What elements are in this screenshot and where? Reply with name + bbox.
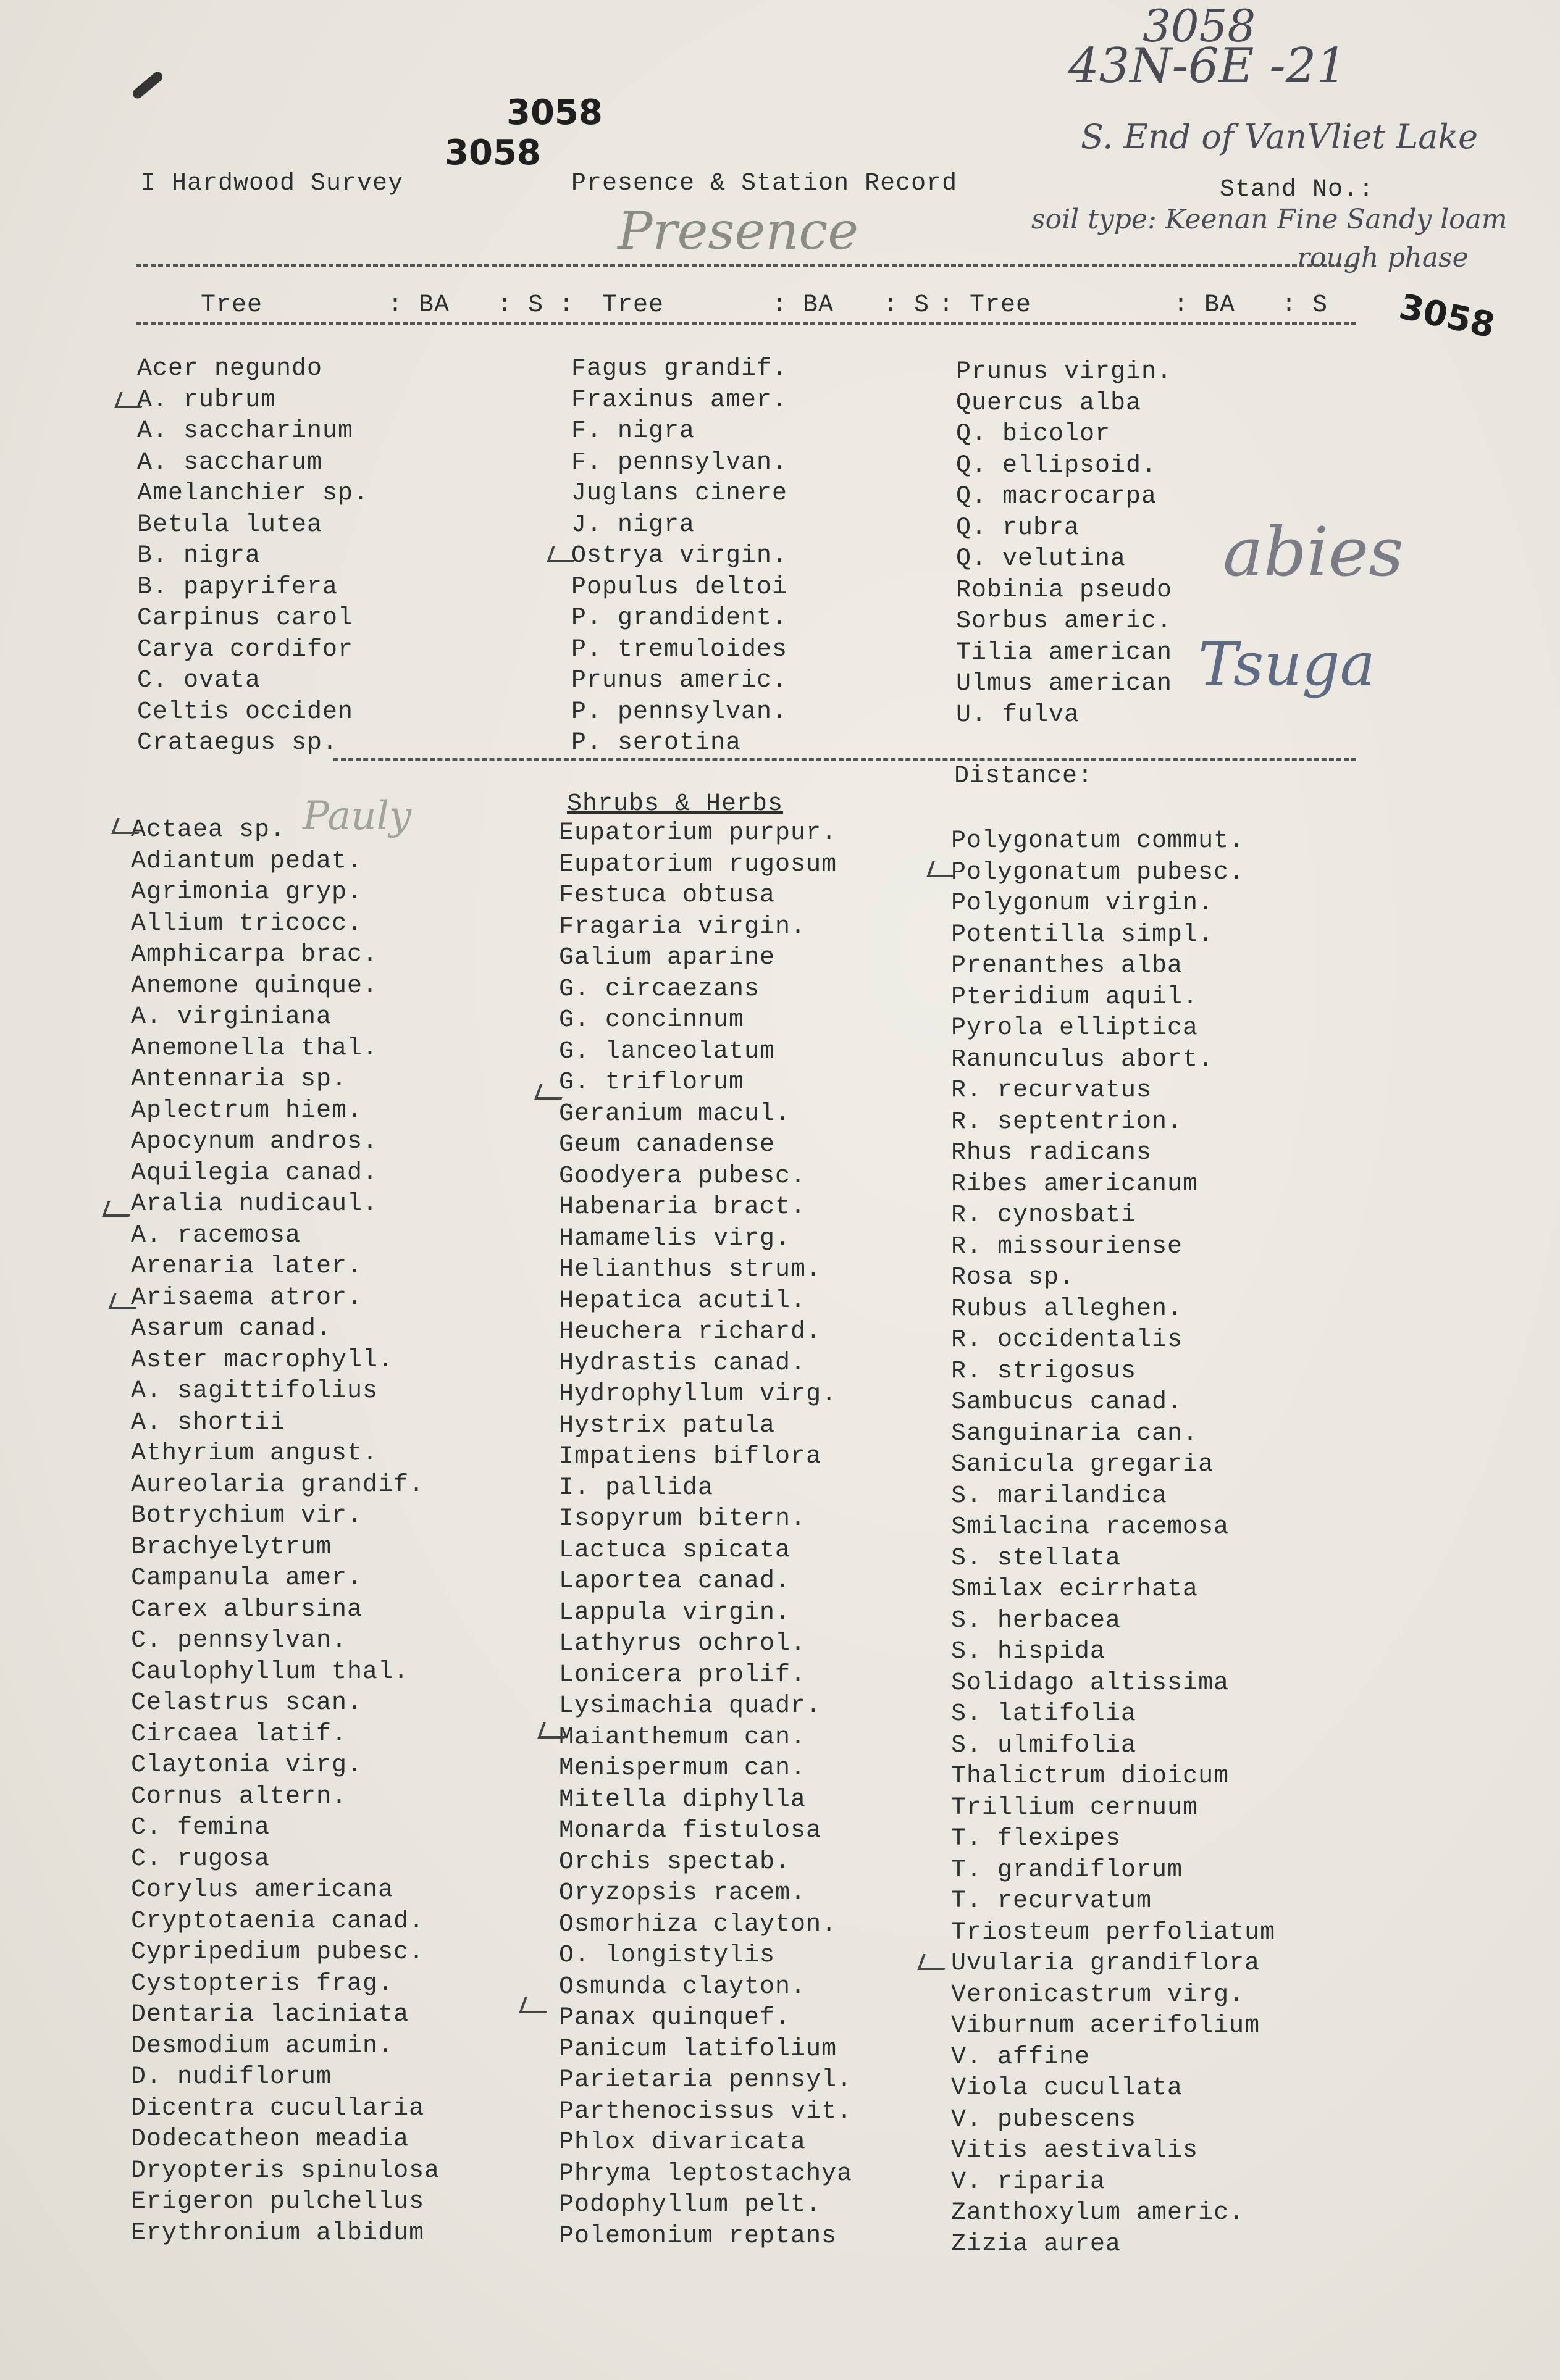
survey-title: I Hardwood Survey xyxy=(141,170,404,198)
species-entry: S. ulmifolia xyxy=(951,1731,1137,1760)
species-entry: Panicum latifolium xyxy=(559,2035,837,2063)
divider xyxy=(136,322,1356,325)
species-entry: P. pennsylvan. xyxy=(571,698,788,726)
species-entry: Rosa sp. xyxy=(951,1264,1075,1292)
col-header: : S xyxy=(883,291,930,319)
species-entry: S. herbacea xyxy=(951,1606,1122,1635)
species-entry: Menispermum can. xyxy=(559,1755,807,1782)
col-header: Tree xyxy=(201,291,263,319)
species-entry: Athyrium angust. xyxy=(131,1440,379,1468)
species-entry: Eupatorium purpur. xyxy=(559,819,837,847)
species-entry: R. strigosus xyxy=(951,1357,1137,1385)
species-entry: Prunus americ. xyxy=(571,667,788,695)
col-header: : BA xyxy=(1173,291,1236,319)
col-header: : S : xyxy=(497,291,575,319)
species-entry: B. nigra xyxy=(137,542,261,570)
species-entry: A. racemosa xyxy=(131,1221,301,1250)
species-entry: Panax quinquef. xyxy=(559,2004,791,2032)
species-entry: G. lanceolatum xyxy=(559,1037,776,1066)
species-entry: Thalictrum dioicum xyxy=(951,1763,1230,1790)
species-entry: Osmunda clayton. xyxy=(559,1973,807,2001)
species-entry: Dryopteris spinulosa xyxy=(131,2157,440,2185)
species-entry: Aster macrophyll. xyxy=(131,1346,394,1374)
species-entry: V. affine xyxy=(951,2043,1091,2071)
species-entry: Antennaria sp. xyxy=(131,1066,348,1093)
species-entry: Zizia aurea xyxy=(951,2230,1122,2258)
species-entry: Eupatorium rugosum xyxy=(559,850,837,879)
species-entry: Prenanthes alba xyxy=(951,952,1183,980)
species-entry: Ulmus american xyxy=(956,670,1173,698)
species-entry: Carpinus carol xyxy=(137,604,354,632)
species-entry: S. marilandica xyxy=(951,1482,1168,1510)
species-entry: T. grandiflorum xyxy=(951,1856,1183,1884)
species-entry: Dentaria laciniata xyxy=(131,2001,409,2029)
species-entry: Populus deltoi xyxy=(571,573,788,601)
species-entry: Crataegus sp. xyxy=(137,729,338,757)
species-entry: Asarum canad. xyxy=(131,1315,332,1343)
species-entry: Polemonium reptans xyxy=(559,2222,837,2250)
species-entry: Q. rubra xyxy=(956,514,1080,542)
handwritten-tsuga: Tsuga xyxy=(1198,630,1375,699)
species-entry: Hystrix patula xyxy=(559,1411,776,1440)
species-entry: Pyrola elliptica xyxy=(951,1014,1199,1042)
species-entry: Actaea sp. xyxy=(131,816,286,844)
species-entry: Zanthoxylum americ. xyxy=(951,2199,1245,2227)
species-entry: Sambucus canad. xyxy=(951,1388,1183,1416)
species-entry: Impatiens biflora xyxy=(559,1443,822,1471)
species-entry: Osmorhiza clayton. xyxy=(559,1910,837,1939)
species-entry: Cornus altern. xyxy=(131,1782,348,1811)
species-entry: P. grandident. xyxy=(571,604,788,632)
species-entry: U. fulva xyxy=(956,701,1080,729)
species-entry: D. nudiflorum xyxy=(131,2063,332,2091)
species-entry: C. pennsylvan. xyxy=(131,1627,348,1655)
species-entry: Solidago altissima xyxy=(951,1669,1230,1697)
species-entry: Aureolaria grandif. xyxy=(131,1471,425,1499)
stamp-number: 3058 xyxy=(445,133,541,173)
handwritten-location-code: 43N-6E -21 xyxy=(1068,38,1347,94)
species-entry: Lysimachia quadr. xyxy=(559,1692,822,1720)
species-entry: Sorbus americ. xyxy=(956,608,1173,635)
species-entry: Anemone quinque. xyxy=(131,972,379,1000)
species-entry: Galium aparine xyxy=(559,944,776,972)
species-entry: R. cynosbati xyxy=(951,1201,1137,1229)
species-entry: Celtis occiden xyxy=(137,698,354,726)
species-entry: G. triflorum xyxy=(559,1069,745,1096)
col-header: Tree xyxy=(602,291,665,319)
stand-number-label: Stand No.: xyxy=(1220,176,1375,204)
species-entry: Geranium macul. xyxy=(559,1100,791,1128)
species-entry: Anemonella thal. xyxy=(131,1034,379,1063)
stamp-number: 3058 xyxy=(506,93,603,133)
tree-column-2 xyxy=(571,354,787,759)
species-entry: S. stellata xyxy=(951,1544,1122,1572)
divider xyxy=(333,758,1356,761)
species-entry: Fagus grandif. xyxy=(571,355,788,383)
species-entry: Adiantum pedat. xyxy=(131,847,363,875)
distance-label: Distance: xyxy=(954,762,1094,790)
species-entry: Dodecatheon meadia xyxy=(131,2126,409,2153)
species-entry: Hamamelis virg. xyxy=(559,1224,791,1253)
handwritten-pauly: Pauly xyxy=(303,793,412,839)
species-entry: Apocynum andros. xyxy=(131,1128,379,1156)
species-entry: Orchis spectab. xyxy=(559,1848,791,1876)
species-entry: Monarda fistulosa xyxy=(559,1817,822,1845)
species-entry: Helianthus strum. xyxy=(559,1256,822,1284)
col-header: : S xyxy=(1281,291,1328,319)
species-entry: Maianthemum can. xyxy=(559,1723,807,1752)
species-entry: A. shortii xyxy=(131,1408,286,1437)
species-entry: R. missouriense xyxy=(951,1232,1183,1261)
species-entry: Mitella diphylla xyxy=(559,1785,807,1814)
species-entry: Q. bicolor xyxy=(956,420,1111,448)
divider xyxy=(136,264,1356,267)
species-entry: Agrimonia gryp. xyxy=(131,879,363,906)
herb-column-3 xyxy=(951,826,1275,2260)
species-entry: Lappula virgin. xyxy=(559,1598,791,1627)
species-entry: Sanicula gregaria xyxy=(951,1451,1214,1479)
col-header: : BA xyxy=(772,291,834,319)
handwritten-site: S. End of VanVliet Lake xyxy=(1081,117,1478,156)
species-entry: Q. ellipsoid. xyxy=(956,451,1157,480)
species-entry: B. papyrifera xyxy=(137,573,338,601)
species-entry: Botrychium vir. xyxy=(131,1502,363,1530)
species-entry: Dicentra cucullaria xyxy=(131,2094,425,2123)
species-entry: Campanula amer. xyxy=(131,1564,363,1592)
species-entry: Betula lutea xyxy=(137,511,323,539)
species-entry: Viburnum acerifolium xyxy=(951,2012,1260,2040)
species-entry: Cystopteris frag. xyxy=(131,1969,394,1998)
species-entry: Ribes americanum xyxy=(951,1170,1199,1198)
species-entry: Acer negundo xyxy=(137,355,323,383)
species-entry: Isopyrum bitern. xyxy=(559,1505,807,1533)
species-entry: Festuca obtusa xyxy=(559,882,776,909)
handwritten-stand-number: 3058 xyxy=(1143,0,1256,52)
species-entry: Polygonatum pubesc. xyxy=(951,858,1245,887)
species-entry: S. latifolia xyxy=(951,1700,1137,1728)
species-entry: Sanguinaria can. xyxy=(951,1419,1199,1448)
species-entry: R. occidentalis xyxy=(951,1326,1183,1354)
species-entry: Trillium cernuum xyxy=(951,1793,1199,1822)
species-entry: J. nigra xyxy=(571,511,695,539)
col-header: : Tree xyxy=(939,291,1032,319)
species-entry: A. saccharinum xyxy=(137,417,354,445)
species-entry: Arisaema atror. xyxy=(131,1284,363,1312)
species-entry: Vitis aestivalis xyxy=(951,2137,1199,2165)
species-entry: P. serotina xyxy=(571,729,742,757)
species-entry: O. longistylis xyxy=(559,1942,776,1969)
species-entry: Potentilla simpl. xyxy=(951,921,1214,949)
species-entry: Viola cucullata xyxy=(951,2074,1183,2102)
species-entry: I. pallida xyxy=(559,1474,714,1502)
species-entry: Amphicarpa brac. xyxy=(131,941,379,969)
species-entry: V. pubescens xyxy=(951,2105,1137,2134)
stamp-number: 3058 xyxy=(1395,286,1498,346)
species-entry: Hydrophyllum virg. xyxy=(559,1380,837,1408)
species-entry: Claytonia virg. xyxy=(131,1752,363,1779)
species-entry: F. pennsylvan. xyxy=(571,448,788,477)
species-entry: Fraxinus amer. xyxy=(571,386,788,414)
tree-column-1 xyxy=(137,354,369,759)
species-entry: T. flexipes xyxy=(951,1825,1122,1853)
species-entry: Veronicastrum virg. xyxy=(951,1981,1245,2009)
species-entry: A. rubrum xyxy=(137,386,277,414)
species-entry: Prunus virgin. xyxy=(956,358,1173,386)
species-entry: Erigeron pulchellus xyxy=(131,2188,425,2216)
species-entry: Erythronium albidum xyxy=(131,2219,425,2247)
species-entry: Uvularia grandiflora xyxy=(951,1950,1260,1977)
species-entry: Q. velutina xyxy=(956,545,1126,573)
species-entry: Amelanchier sp. xyxy=(137,480,369,507)
species-entry: Lonicera prolif. xyxy=(559,1661,807,1689)
handwritten-abies: abies xyxy=(1223,512,1404,591)
species-entry: Circaea latif. xyxy=(131,1720,348,1748)
species-entry: A. saccharum xyxy=(137,448,323,477)
species-entry: Parietaria pennsyl. xyxy=(559,2066,853,2094)
species-entry: Lathyrus ochrol. xyxy=(559,1630,807,1658)
species-entry: Carex albursina xyxy=(131,1595,363,1624)
species-entry: Celastrus scan. xyxy=(131,1689,363,1717)
species-entry: Tilia american xyxy=(956,638,1173,667)
species-entry: T. recurvatum xyxy=(951,1887,1152,1915)
species-entry: Carya cordifor xyxy=(137,635,354,664)
species-entry: R. septentrion. xyxy=(951,1108,1183,1136)
species-entry: V. riparia xyxy=(951,2168,1106,2196)
species-entry: Allium tricocc. xyxy=(131,909,363,938)
species-entry: Cypripedium pubesc. xyxy=(131,1939,425,1966)
species-entry: P. tremuloides xyxy=(571,635,788,664)
herb-column-2 xyxy=(559,818,852,2252)
species-entry: Aplectrum hiem. xyxy=(131,1096,363,1125)
record-title: Presence & Station Record xyxy=(571,170,958,198)
species-entry: Parthenocissus vit. xyxy=(559,2097,853,2126)
species-entry: Heuchera richard. xyxy=(559,1318,822,1346)
species-entry: Caulophyllum thal. xyxy=(131,1658,409,1686)
species-entry: Triosteum perfoliatum xyxy=(951,1918,1276,1947)
handwritten-soil-phase: rough phase xyxy=(1297,242,1469,273)
species-entry: Desmodium acumin. xyxy=(131,2032,394,2060)
species-entry: F. nigra xyxy=(571,417,695,445)
species-entry: Brachyelytrum xyxy=(131,1533,332,1561)
species-entry: Hydrastis canad. xyxy=(559,1349,807,1377)
herb-column-1 xyxy=(131,815,440,2249)
species-entry: C. femina xyxy=(131,1814,270,1842)
species-entry: Polygonum virgin. xyxy=(951,890,1214,917)
species-entry: S. hispida xyxy=(951,1638,1106,1666)
species-entry: Rhus radicans xyxy=(951,1139,1152,1167)
species-entry: Habenaria bract. xyxy=(559,1193,807,1221)
species-entry: Robinia pseudo xyxy=(956,576,1173,604)
species-entry: Phryma leptostachya xyxy=(559,2160,853,2188)
species-entry: Podophyllum pelt. xyxy=(559,2191,822,2219)
species-entry: A. virginiana xyxy=(131,1003,332,1031)
species-entry: Corylus americana xyxy=(131,1876,394,1904)
species-entry: Fragaria virgin. xyxy=(559,912,807,941)
species-entry: Smilacina racemosa xyxy=(951,1513,1230,1541)
species-entry: Rubus alleghen. xyxy=(951,1295,1183,1323)
species-entry: Smilax ecirrhata xyxy=(951,1576,1199,1603)
species-entry: Cryptotaenia canad. xyxy=(131,1907,425,1935)
species-entry: Ranunculus abort. xyxy=(951,1045,1214,1074)
species-entry: C. rugosa xyxy=(131,1845,270,1873)
species-entry: Lactuca spicata xyxy=(559,1536,791,1564)
species-entry: G. circaezans xyxy=(559,975,760,1003)
species-entry: Aralia nudicaul. xyxy=(131,1190,379,1218)
shrubs-herbs-heading: Shrubs & Herbs xyxy=(567,790,784,818)
species-entry: Oryzopsis racem. xyxy=(559,1879,807,1907)
species-entry: Arenaria later. xyxy=(131,1253,363,1280)
species-entry: Juglans cinere xyxy=(571,480,788,507)
handwritten-soil-type: soil type: Keenan Fine Sandy loam xyxy=(1031,204,1508,235)
species-entry: Quercus alba xyxy=(956,389,1142,417)
tree-column-3 xyxy=(956,357,1172,731)
species-entry: C. ovata xyxy=(137,667,261,695)
species-entry: G. concinnum xyxy=(559,1006,745,1034)
species-entry: Geum canadense xyxy=(559,1131,776,1159)
species-entry: Goodyera pubesc. xyxy=(559,1162,807,1190)
species-entry: Pteridium aquil. xyxy=(951,983,1199,1011)
species-entry: Laportea canad. xyxy=(559,1568,791,1595)
species-entry: Q. macrocarpa xyxy=(956,483,1157,511)
species-entry: Aquilegia canad. xyxy=(131,1159,379,1187)
species-entry: Ostrya virgin. xyxy=(571,542,788,570)
species-entry: A. sagittifolius xyxy=(131,1377,379,1405)
handwritten-presence: Presence xyxy=(618,201,859,261)
species-entry: Phlox divaricata xyxy=(559,2129,807,2157)
col-header: : BA xyxy=(388,291,450,319)
species-entry: R. recurvatus xyxy=(951,1077,1152,1104)
species-entry: Hepatica acutil. xyxy=(559,1287,807,1315)
species-entry: Polygonatum commut. xyxy=(951,827,1245,855)
